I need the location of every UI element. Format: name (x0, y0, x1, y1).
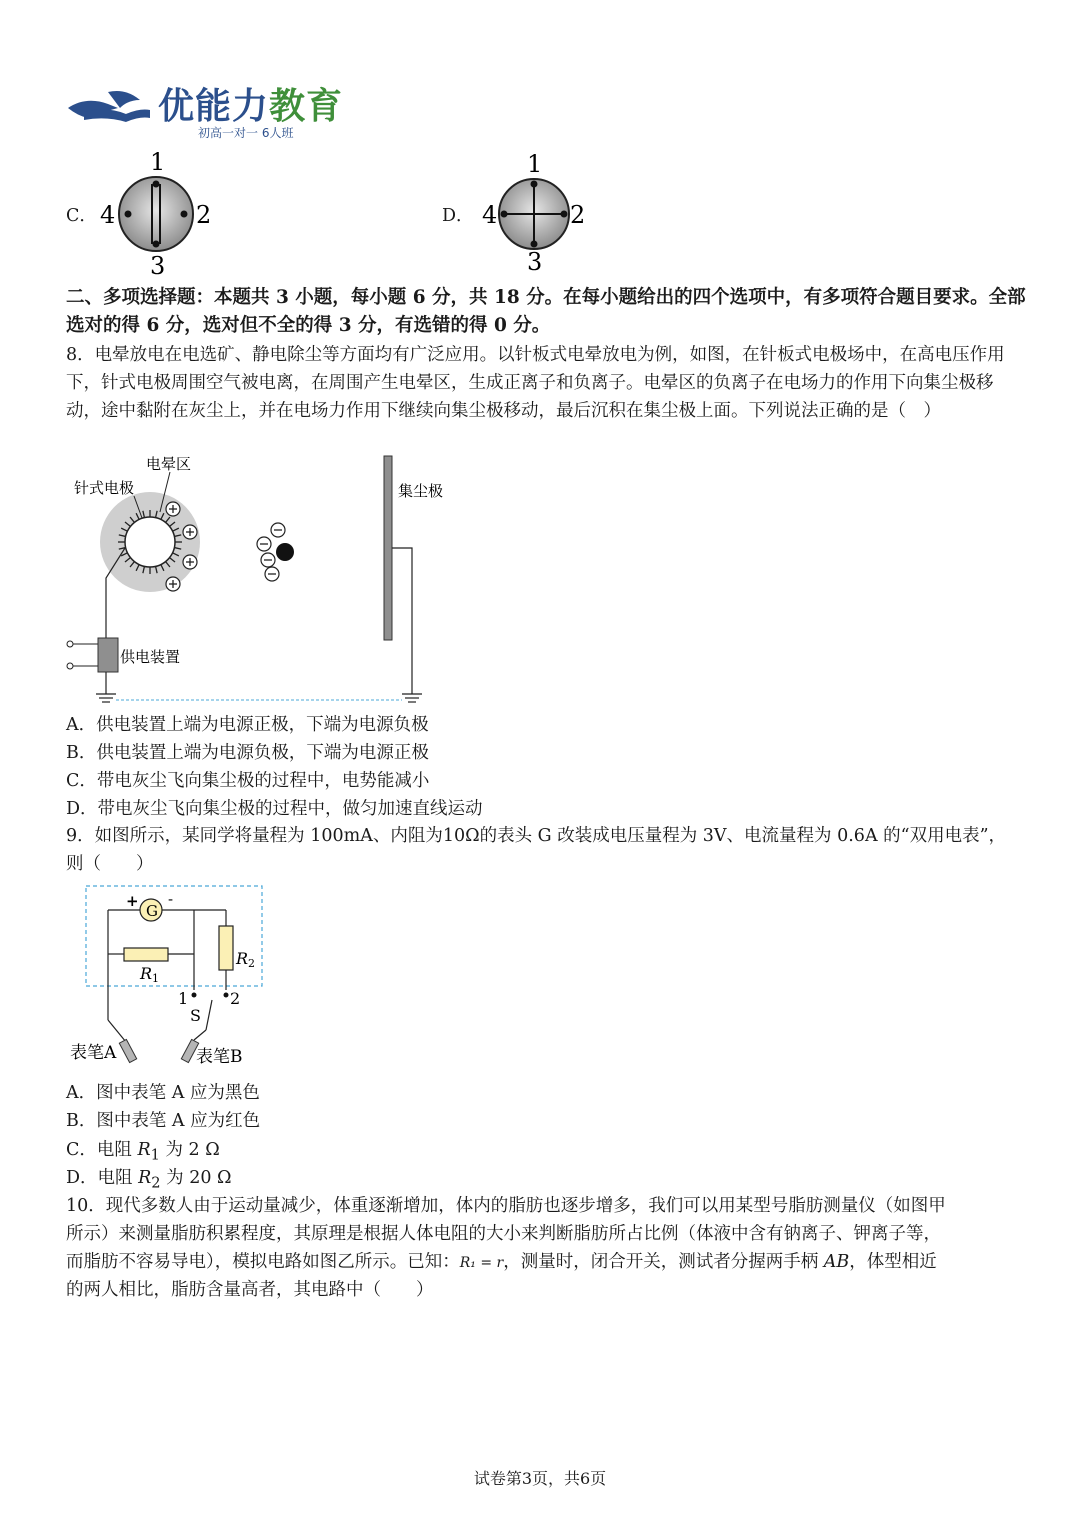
q8-option-c: C．带电灰尘飞向集尘极的过程中，电势能减小 (66, 771, 430, 791)
switch-terminal-1: 1 (178, 989, 189, 1008)
resistor-r2 (219, 926, 233, 970)
q8-option-b: B．供电装置上端为电源负极，下端为电源正极 (66, 743, 429, 763)
q7-option-d-label: D． (442, 206, 474, 226)
terminal-2-label: 2 (196, 201, 212, 229)
q9-option-a: A．图中表笔 A 应为黑色 (66, 1083, 260, 1103)
q7-option-c-label: C． (66, 206, 97, 226)
switch-terminal-2: 2 (230, 989, 241, 1008)
resistor-r1 (124, 948, 168, 961)
plus-sign: + (126, 892, 139, 910)
galvanometer-label: G (146, 902, 158, 920)
q7-option-d-figure (476, 148, 606, 278)
r1-label: R1 (140, 964, 160, 985)
collector-label: 集尘极 (398, 482, 444, 500)
q9-option-c: C．电阻 $R_1$ 为 2 Ω (66, 1140, 220, 1164)
terminal-3-label: 3 (150, 252, 166, 278)
q7-option-c-figure (96, 148, 226, 278)
brand-subtitle: 初高一对一 6人班 (198, 126, 294, 140)
q8-option-d: D．带电灰尘飞向集尘极的过程中，做匀加速直线运动 (66, 799, 483, 819)
q10-line-2: 所示）来测量脂肪积累程度，其原理是根据人体电阻的大小来判断脂肪所占比例（体液中含有钠离子、钾离子等， (66, 1224, 941, 1244)
corona-label: 电晕区 (146, 455, 192, 473)
q8-stem: 8．电晕放电在电选矿、静电除尘等方面均有广泛应用。以针板式电晕放电为例，如图，在针板式电极场中，在高电压作用下，针式电极周围空气被电离，在周围产生电晕区，生成正离子和负离子。电晕区的负离子在电场力的作用下向集尘极移动，途中黏附在灰尘上，并在电场力作用下继续向集尘极移动，最后沉积在集尘极上面。下列说法正确的是（ ） (66, 345, 1005, 421)
brand-title (158, 78, 343, 129)
r2-label: R2 (236, 949, 256, 970)
probe-a-label: 表笔A (70, 1043, 117, 1063)
section-heading: 二、多项选择题：本题共 3 小题，每小题 6 分，共 18 分。在每小题给出的四个选项中，有多项符合题目要求。全部选对的得 6 分，选对但不全的得 3 分，有选错的得 0 分。 (66, 287, 1026, 336)
terminal-1-label: 1 (527, 150, 543, 178)
dust-particle (276, 543, 294, 561)
collector-plate (384, 456, 392, 640)
needle-electrode (125, 517, 175, 567)
needle-label: 针式电极 (74, 479, 135, 497)
formula-r1-eq-r: R₁ = r (459, 1255, 504, 1271)
ground-icon (96, 694, 116, 702)
meter-box (86, 886, 262, 986)
probe-b-label: 表笔B (196, 1047, 243, 1067)
handles-ab: AB (823, 1252, 850, 1272)
terminal-4-label: 4 (482, 201, 498, 229)
switch-s (206, 1000, 212, 1030)
power-supply (98, 638, 118, 672)
ground-icon (402, 694, 422, 702)
terminal-3-label: 3 (527, 248, 543, 276)
q10-line-3: 而脂肪不容易导电），模拟电路如图乙所示。已知：R₁ = r，测量时，闭合开关，测试者分握两手柄 AB，体型相近 (66, 1252, 937, 1272)
terminal-4-label: 4 (100, 201, 116, 229)
switch-label: S (190, 1006, 201, 1025)
q8-corona-figure (60, 448, 460, 710)
page-footer: 试卷第3页，共6页 (473, 1469, 607, 1488)
q10-line-4: 的两人相比，脂肪含量高者，其电路中（ ） (66, 1280, 434, 1300)
brand-name-blue: 优能力 (158, 86, 270, 127)
q8-option-a: A．供电装置上端为电源正极，下端为电源负极 (66, 715, 429, 735)
q9-option-d: D．电阻 $R_2$ 为 20 Ω (66, 1168, 232, 1192)
power-supply-label: 供电装置 (120, 648, 181, 666)
minus-sign: - (168, 890, 174, 908)
terminal-2-label: 2 (570, 201, 586, 229)
brand-name-green: 教育 (269, 86, 344, 127)
q9-option-b: B．图中表笔 A 应为红色 (66, 1111, 261, 1131)
q10-line-1: 10．现代多数人由于运动量减少，体重逐渐增加，体内的脂肪也逐步增多，我们可以用某型号脂肪测量仪（如图甲 (66, 1196, 946, 1216)
probe-a-icon (119, 1039, 136, 1062)
terminal-1-label: 1 (150, 148, 166, 176)
q9-meter-circuit (66, 880, 286, 1075)
q9-stem: 9．如图所示，某同学将量程为 100mA、内阻为10Ω的表头 G 改装成电压量程为 3V、电流量程为 0.6A 的“双用电表”，则（ ） (66, 826, 1007, 874)
